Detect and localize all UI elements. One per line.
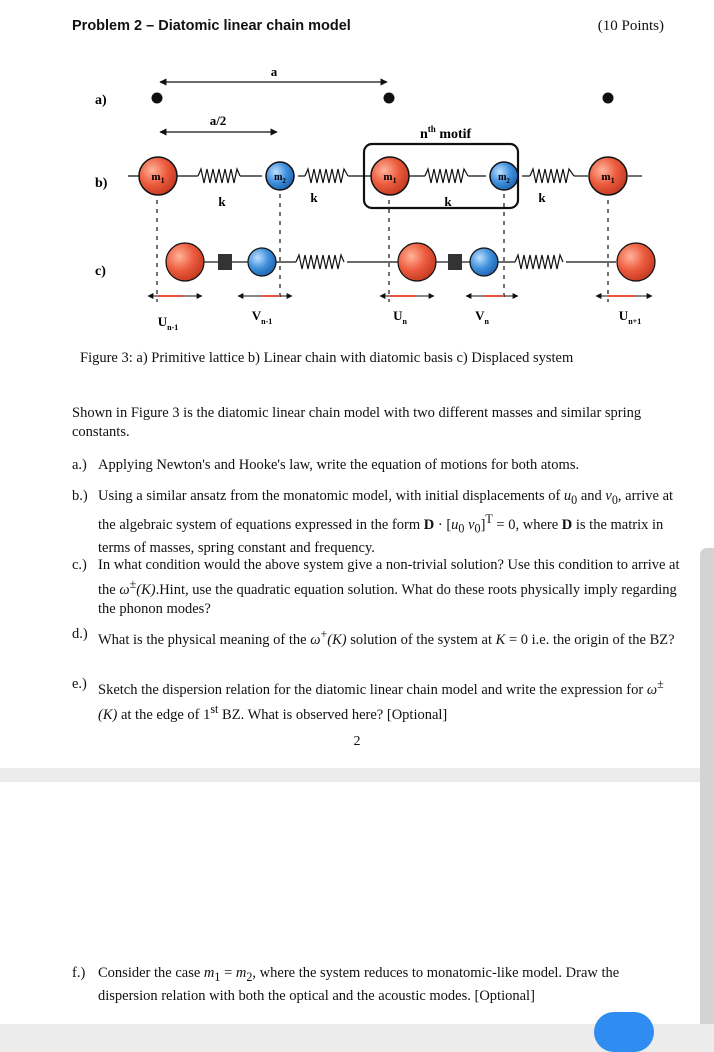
question-text: Sketch the dispersion relation for the diatomic linear chain model and write the expression for ω±(K) at the edge of 1st BZ. What is observed here? [Optional]	[98, 677, 664, 723]
question-label: b.)	[72, 488, 88, 504]
row-label-a: a)	[95, 93, 107, 108]
displacement-label: $V_{n-1}$	[251, 308, 273, 326]
intro-paragraph: Shown in Figure 3 is the diatomic linear chain model with two different masses and similar spring constants.	[72, 405, 642, 440]
mass-m2	[490, 162, 518, 190]
question-f	[72, 964, 680, 1006]
question-label: c.)	[72, 557, 87, 573]
lattice-point	[152, 93, 163, 104]
displacement-label: $V_n$	[475, 308, 489, 326]
spring	[296, 255, 344, 269]
equilibrium-guides	[157, 194, 608, 302]
question-a	[72, 456, 680, 475]
spring-k-label: k	[218, 194, 226, 209]
spring	[305, 169, 348, 183]
svg-text:m2: $m_2$	[498, 172, 510, 185]
spring-k-label: k	[310, 190, 318, 205]
svg-text:m1: $m_1$	[151, 171, 165, 185]
question-text: What is the physical meaning of the ω+(K) solution of the system at K = 0 i.e. the origin of the BZ?	[98, 627, 675, 648]
displaced-mass-m1	[166, 243, 204, 281]
figure-caption: Figure 3: a) Primitive lattice b) Linear chain with diatomic basis c) Displaced system	[80, 350, 574, 366]
svg-text:m1: $m_1$	[601, 171, 615, 185]
displacement-label: $U_{n-1}$	[157, 314, 179, 332]
spring	[530, 169, 574, 183]
mass-m2	[266, 162, 294, 190]
lattice-point	[603, 93, 614, 104]
question-text: In what condition would the above system give a non-trivial solution? Use this condition to arrive at the ω±(K).Hint, use the quadratic equation solution. What do these roots physically imply regarding the phonon modes?	[98, 557, 680, 617]
question-label: e.)	[72, 676, 87, 692]
mass-m1	[139, 157, 177, 195]
page-number: 2	[353, 734, 361, 749]
question-c	[72, 556, 680, 619]
question-e	[72, 675, 680, 725]
floating-action-button[interactable]	[594, 1012, 654, 1052]
row-label-c: c)	[95, 264, 106, 279]
question-d	[72, 625, 680, 650]
svg-text:m2: $m_2$	[274, 172, 286, 185]
question-label: d.)	[72, 626, 88, 642]
page-2	[0, 782, 714, 1024]
half-lattice-label: a/2	[209, 113, 227, 128]
displaced-mass-m1	[398, 243, 436, 281]
problem-title: Problem 2 – Diatomic linear chain model	[72, 18, 351, 34]
displaced-mass-m2	[248, 248, 276, 276]
spring-k-label: k	[538, 190, 546, 205]
damper-block	[448, 254, 462, 270]
question-text: Consider the case $m_1 = m_2$, where the system reduces to monatomic-like model. Draw the dispersion relation with both the optical and the acoustic modes. [Optional]	[98, 965, 620, 1004]
scrollbar[interactable]	[700, 548, 714, 1024]
damper-block	[218, 254, 232, 270]
question-label: a.)	[72, 457, 87, 473]
lattice-point	[384, 93, 395, 104]
mass-m1	[371, 157, 409, 195]
spring	[425, 169, 468, 183]
spring	[515, 255, 563, 269]
question-b	[72, 487, 680, 558]
lattice-constant-label: a	[270, 64, 278, 79]
row-label-b: b)	[95, 176, 108, 191]
displaced-mass-m1	[617, 243, 655, 281]
question-text: Using a similar ansatz from the monatomic model, with initial displacements of $u_0$ and $v_0$, arrive at the algebraic system of equations expressed in the form $D \cdot [u_0$ $v_0]^T = 0$, where D is the matrix in terms of masses, spring constant and frequency.	[98, 488, 674, 556]
mass-m1	[589, 157, 627, 195]
svg-text:m1: $m_1$	[383, 171, 397, 185]
displacement-label: $U_n$	[393, 308, 407, 326]
problem-points: (10 Points)	[597, 18, 664, 34]
question-text: Applying Newton's and Hooke's law, write the equation of motions for both atoms.	[98, 457, 580, 473]
spring-k-label: k	[444, 194, 452, 209]
question-label: f.)	[72, 965, 86, 981]
spring	[198, 169, 240, 183]
figure-3	[0, 50, 714, 340]
displacement-label: $U_{n+1}$	[618, 308, 642, 326]
motif-label: $n^{th}$ motif	[420, 124, 472, 142]
displaced-mass-m2	[470, 248, 498, 276]
